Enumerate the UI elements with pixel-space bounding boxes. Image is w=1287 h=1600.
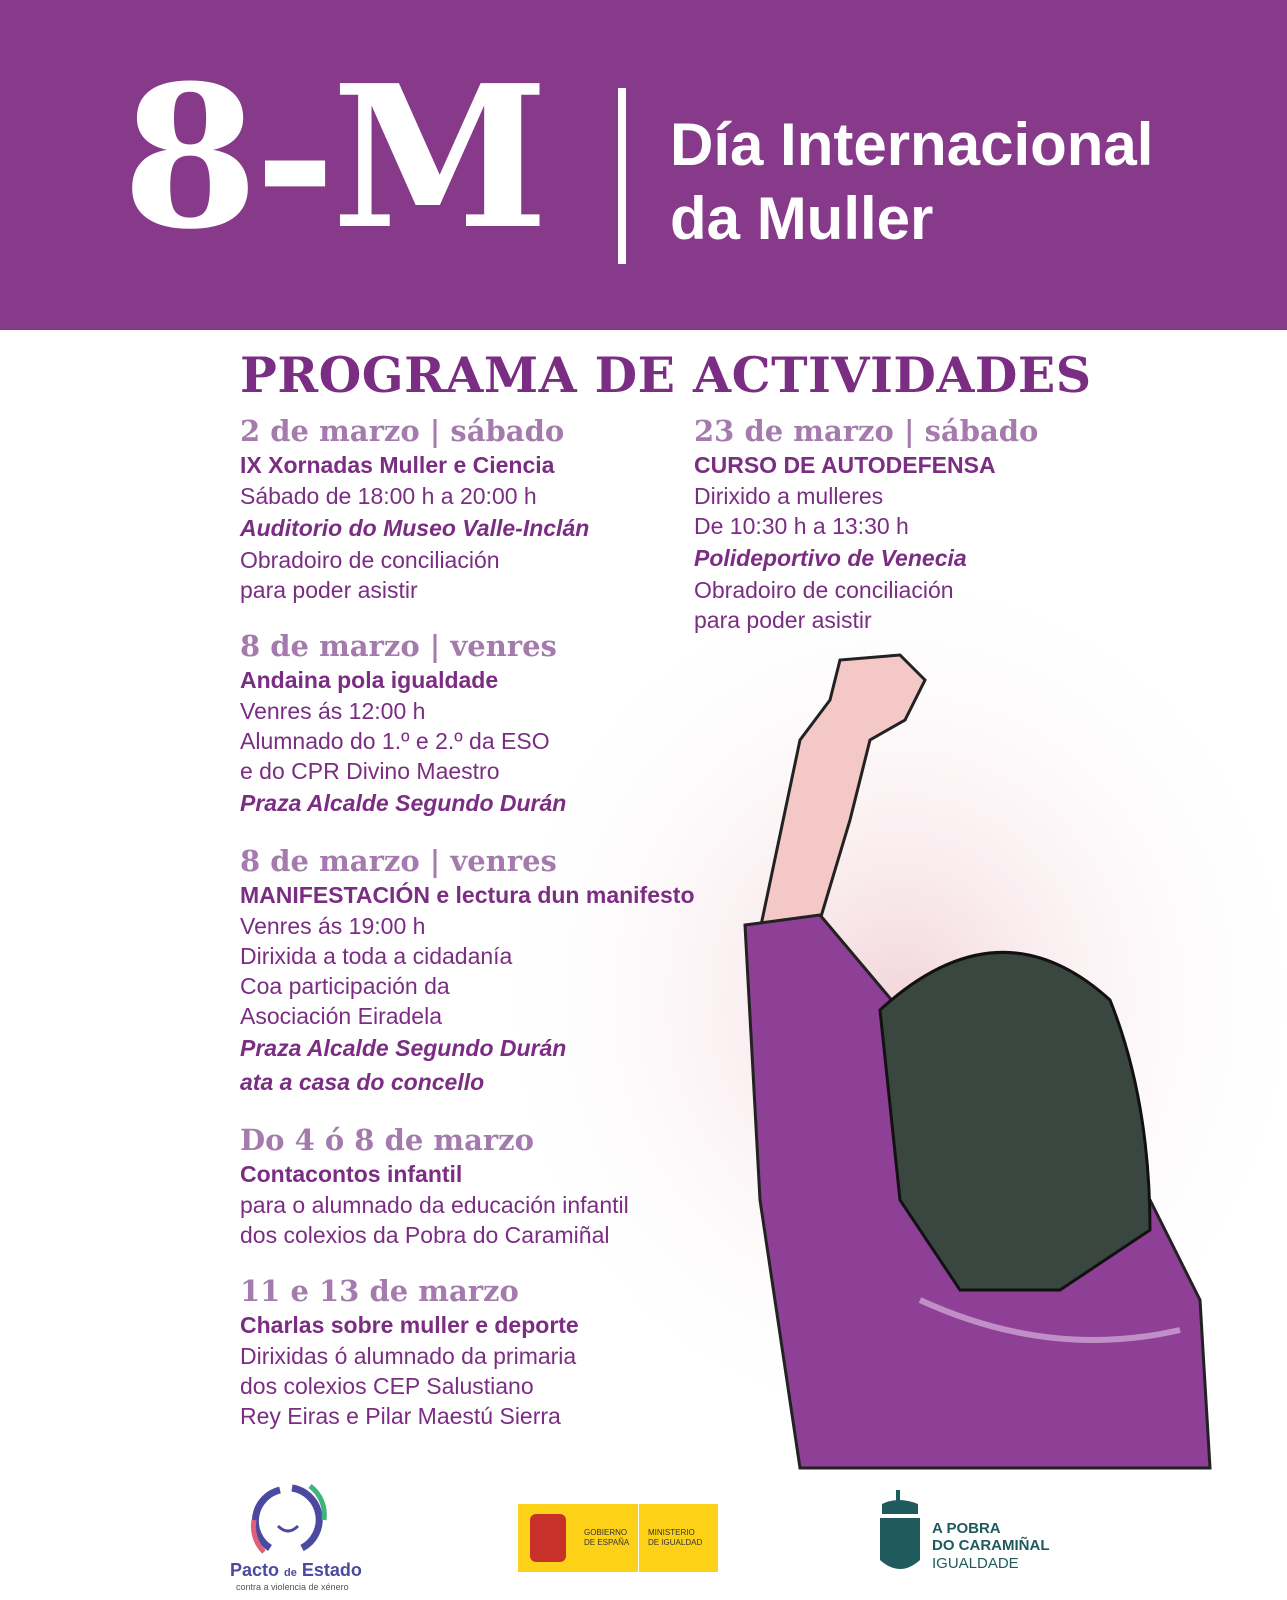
gov-line2: DE ESPAÑA [584,1538,630,1547]
program-title: PROGRAMA DE ACTIVIDADES [240,346,1092,404]
event-block [240,412,710,605]
event-date: 11 e 13 de marzo [240,1274,519,1308]
pacto-title-de: de [284,1567,297,1579]
event-detail: Dirixida a toda a cidadanía [240,943,513,969]
event-date: 8 de marzo | venres [240,629,557,663]
event-date: Do 4 ó 8 de marzo [240,1123,534,1157]
event-detail: Venres ás 19:00 h [240,913,426,939]
event-block [240,627,710,820]
event-detail: De 10:30 h a 13:30 h [694,513,909,539]
footer-logos [0,1470,1287,1600]
pacto-tagline: contra a violencia de xénero [236,1582,349,1592]
event-place: ata a casa do concello [240,1069,485,1095]
concello-line3: IGUALDADE [932,1555,1019,1572]
ministry-line1: MINISTERIO [648,1528,695,1537]
concello-shield-icon [878,1490,922,1576]
event-note: para poder asistir [240,577,418,603]
event-block [694,412,1164,635]
concello-line1: A POBRA [932,1520,1001,1537]
event-title: CURSO DE AUTODEFENSA [694,452,996,478]
event-detail: Alumnado do 1.º e 2.º da ESO [240,728,550,754]
event-detail: para o alumnado da educación infantil [240,1192,629,1218]
event-title: Charlas sobre muller e deporte [240,1312,579,1338]
event-place: Praza Alcalde Segundo Durán [240,1035,567,1061]
pacto-circle-icon [230,1480,370,1560]
event-detail: Venres ás 12:00 h [240,698,426,724]
event-note: Obradoiro de conciliación [694,577,954,603]
event-detail: Coa participación da [240,973,450,999]
event-date: 2 de marzo | sábado [240,414,565,448]
event-title: Contacontos infantil [240,1161,463,1187]
left-column [240,412,710,1453]
event-detail: dos colexios CEP Salustiano [240,1373,534,1399]
subtitle-line2: da Muller [670,185,934,252]
event-note: para poder asistir [694,607,872,633]
right-column [694,412,1164,657]
gov-line1: GOBIERNO [584,1528,628,1537]
pacto-de-estado-logo [230,1480,370,1590]
event-detail: Dirixidas ó alumnado da primaria [240,1343,577,1369]
event-title: Andaina pola igualdade [240,667,499,693]
pacto-title-b: Estado [301,1560,362,1580]
concello-line2: DO CARAMIÑAL [932,1537,1050,1554]
gobierno-espana-logo [518,1504,718,1572]
event-place: Polideportivo de Venecia [694,545,967,571]
event-date: 8 de marzo | venres [240,844,557,878]
subtitle-line1: Día Internacional [670,111,1154,178]
event-detail: Sábado de 18:00 h a 20:00 h [240,483,537,509]
event-detail: e do CPR Divino Maestro [240,758,500,784]
event-detail: Asociación Eiradela [240,1003,443,1029]
ministry-line2: DE IGUALDAD [648,1538,703,1547]
coat-of-arms-icon [530,1514,566,1562]
pacto-title-a: Pacto [230,1560,280,1580]
event-block [240,842,710,1099]
event-title: IX Xornadas Muller e Ciencia [240,452,555,478]
event-note: Obradoiro de conciliación [240,547,500,573]
event-block [240,1272,710,1431]
event-detail: Dirixido a mulleres [694,483,884,509]
event-date: 23 de marzo | sábado [694,414,1039,448]
event-place: Auditorio do Museo Valle-Inclán [240,515,590,541]
big-title: 8-M [122,43,545,273]
event-detail: dos colexios da Pobra do Caramiñal [240,1222,610,1248]
event-detail: Rey Eiras e Pilar Maestú Sierra [240,1403,561,1429]
concello-logo [878,1490,1068,1590]
event-place: Praza Alcalde Segundo Durán [240,790,567,816]
event-title: MANIFESTACIÓN e lectura dun manifesto [240,882,695,908]
event-block [240,1121,710,1250]
